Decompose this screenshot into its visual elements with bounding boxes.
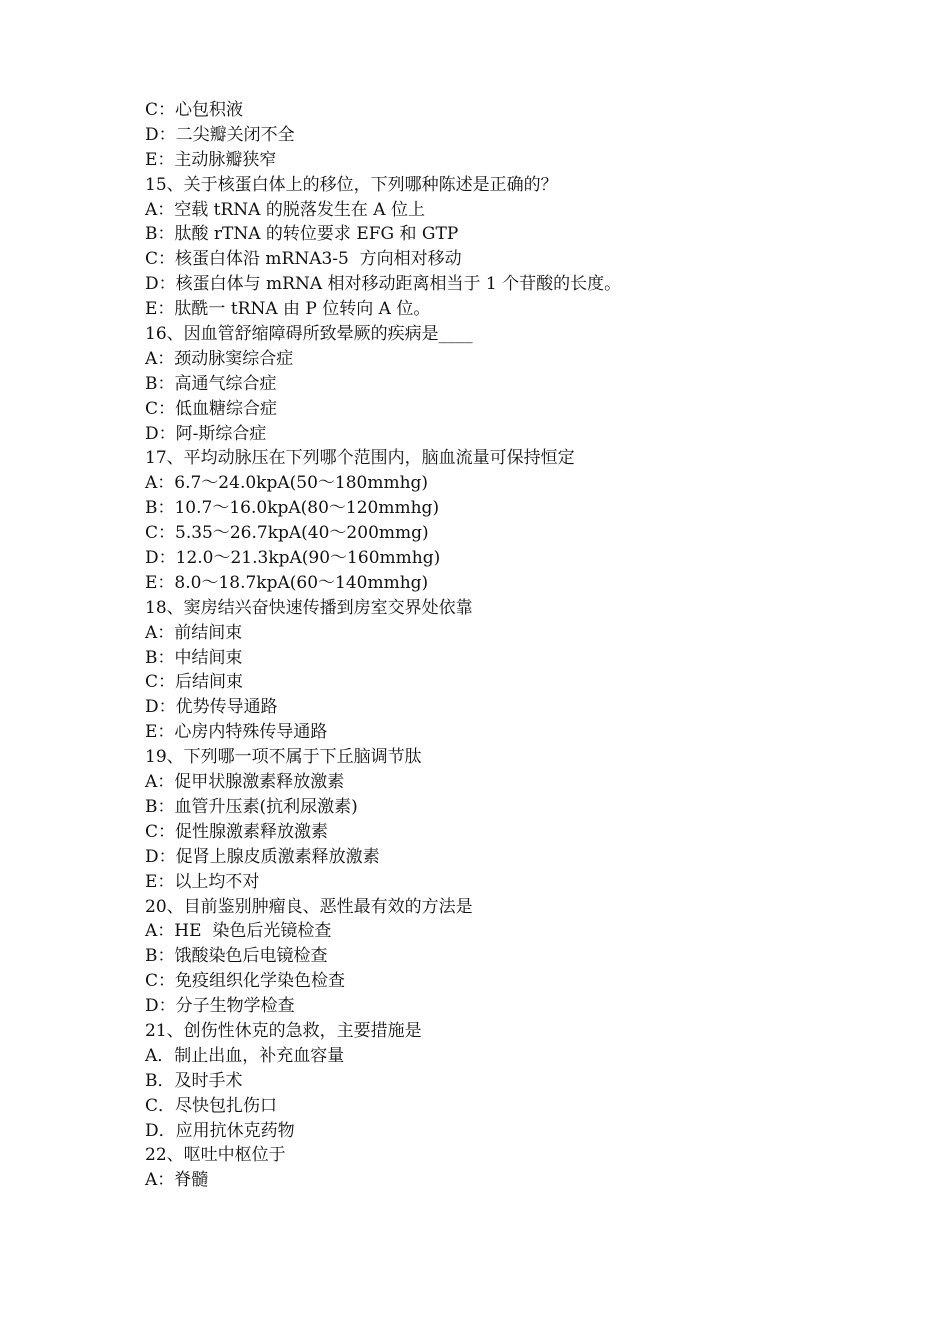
text-line: A：脊髓 [145,1170,209,1191]
text-line: B：高通气综合症 [145,373,277,394]
text-line: C：后结间束 [145,672,244,693]
text-line: E：以上均不对 [145,871,260,892]
text-line: D：12.0～21.3kpA(90～160mmhg) [145,548,441,569]
text-line: B：肽酸 rTNA 的转位要求 EFG 和 GTP [145,224,459,245]
text-line: C：核蛋白体沿 mRNA3-5 方向相对移动 [145,249,462,270]
text-line: B：中结间束 [145,647,243,668]
document-body [145,98,865,1193]
question-18: 18、窦房结兴奋快速传播到房室交界处依靠 [145,597,473,618]
text-line: E：主动脉瓣狭窄 [145,149,277,170]
text-line: C：促性腺激素释放激素 [145,821,329,842]
text-line: D．应用抗休克药物 [145,1120,295,1141]
question-16: 16、因血管舒缩障碍所致晕厥的疾病是____ [145,324,473,345]
question-20: 20、目前鉴别肿瘤良、恶性最有效的方法是 [145,896,473,917]
question-15: 15、关于核蛋白体上的移位，下列哪种陈述是正确的？ [145,174,558,195]
text-line: C：5.35～26.7kpA(40～200mmg) [145,523,429,544]
text-line: B．及时手术 [145,1070,243,1091]
text-line: E：8.0～18.7kpA(60～140mmhg) [145,572,429,593]
text-line: C：低血糖综合症 [145,398,278,419]
text-line: E：肽酰一 tRNA 由 P 位转向 A 位。 [145,299,431,320]
text-line: E：心房内特殊传导通路 [145,722,328,743]
text-line: D：优势传导通路 [145,697,278,718]
text-line: A：HE 染色后光镜检查 [145,921,332,942]
text-line: C．尽快包扎伤口 [145,1095,278,1116]
text-line: D：阿-斯综合症 [145,423,267,444]
text-line: B：饿酸染色后电镜检查 [145,946,328,967]
question-17: 17、平均动脉压在下列哪个范围内，脑血流量可保持恒定 [145,448,575,469]
question-19: 19、下列哪一项不属于下丘脑调节肽 [145,747,422,768]
text-line: B：10.7～16.0kpA(80～120mmhg) [145,498,440,519]
text-line: D：促肾上腺皮质激素释放激素 [145,846,380,867]
text-line: A：促甲状腺激素释放激素 [145,772,345,793]
text-line: B：血管升压素(抗利尿激素) [145,796,358,817]
question-22: 22、呕吐中枢位于 [145,1145,286,1166]
text-line: A：颈动脉窦综合症 [145,348,294,369]
text-line: A：空载 tRNA 的脱落发生在 A 位上 [145,199,425,220]
text-line: A：前结间束 [145,622,243,643]
text-line: C：免疫组织化学染色检查 [145,971,346,992]
text-line: D：核蛋白体与 mRNA 相对移动距离相当于 1 个苷酸的长度。 [145,274,622,295]
question-21: 21、创伤性休克的急救，主要措施是 [145,1020,422,1041]
text-line: A：6.7～24.0kpA(50～180mmhg) [145,473,429,494]
text-line: C：心包积液 [145,100,244,120]
text-line: D：二尖瓣关闭不全 [145,124,295,145]
text-line: D：分子生物学检查 [145,996,295,1017]
text-line: A．制止出血，补充血容量 [145,1045,345,1066]
